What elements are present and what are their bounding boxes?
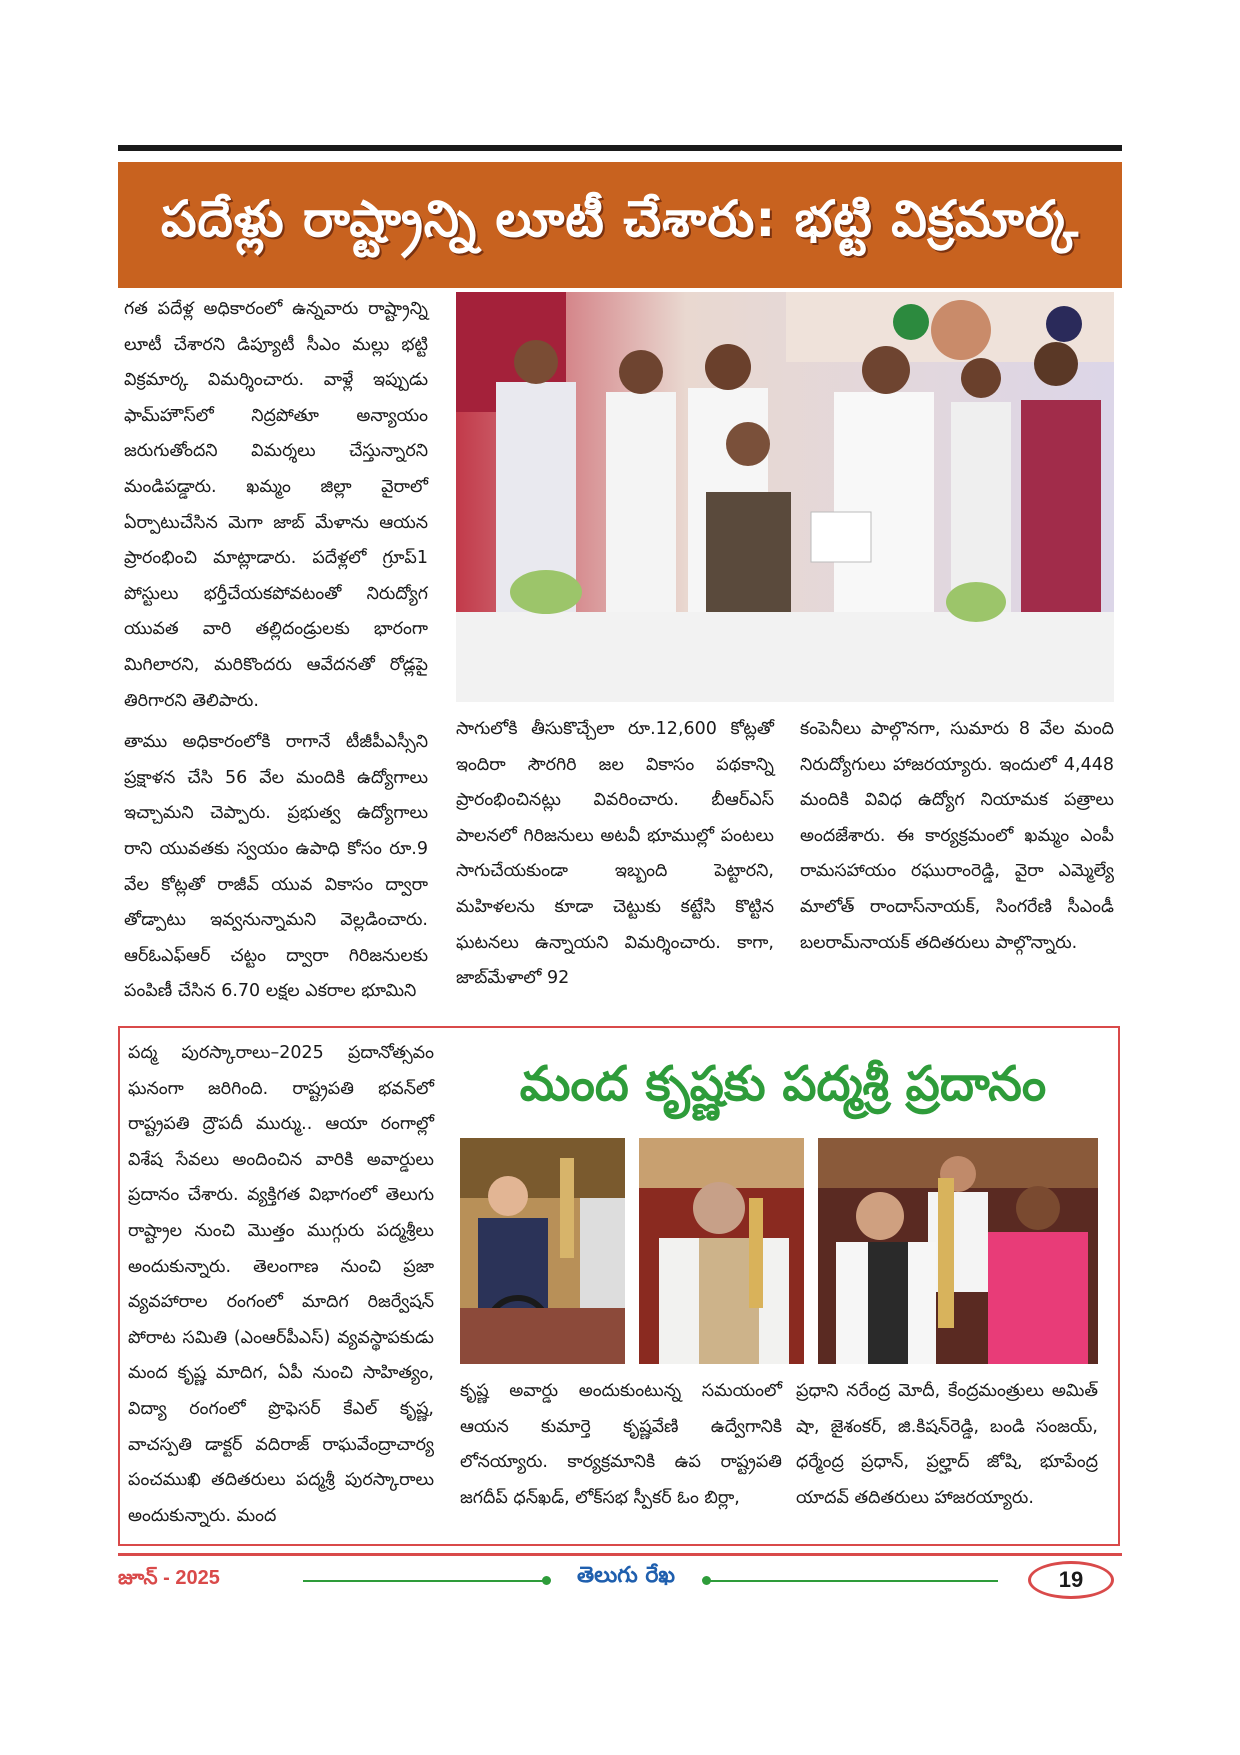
article2-col2-para: కృష్ణ అవార్డు అందుకుంటున్న సమయంలో ఆయన కుమార్తె కృష్ణవేణి ఉద్వేగానికి లోనయ్యారు. కార్యక్రమానికి ఉప రాష్ట్రపతి జగదీప్ ధన్‌ఖడ్, లోక్‌సభ స్పీకర్ ఓం బిర్లా, xyxy=(460,1381,782,1508)
article1-col1-para2: తాము అధికారంలోకి రాగానే టీజీపీఎస్సీని ప్రక్షాళన చేసి 56 వేల మందికి ఉద్యోగాలు ఇచ్చామని చెప్పారు. ప్రభుత్వ ఉద్యోగాలు రాని యువతకు స్వయం ఉపాధి కోసం రూ.9 వేల కోట్లతో రాజీవ్ యువ వికాసం ద్వారా తోడ్పాటు ఇవ్వనున్నామని వెల్లడించారు. ఆర్‌ఓఎఫ్‌ఆర్ చట్టం ద్వారా గిరిజనులకు పంపిణీ చేసిన 6.70 లక్షల ఎకరాల భూమిని xyxy=(124,732,428,1002)
page-footer xyxy=(118,1553,1122,1601)
footer-line-left xyxy=(303,1580,543,1582)
article2-col1 xyxy=(128,1036,434,1534)
article1-col2 xyxy=(456,712,774,997)
footer-date: జూన్ - 2025 xyxy=(118,1567,220,1589)
padma-photo-1-illustration xyxy=(460,1138,625,1364)
page-number: 19 xyxy=(1028,1561,1114,1599)
footer-line-right xyxy=(708,1580,998,1582)
article1-photo xyxy=(456,292,1114,702)
jobmela-photo-illustration xyxy=(456,292,1114,702)
article2-photo-1 xyxy=(460,1138,625,1364)
padma-photo-2-illustration xyxy=(639,1138,804,1364)
footer-rule xyxy=(118,1553,1122,1556)
footer-magazine-title: తెలుగు రేఖ xyxy=(576,1563,676,1588)
article1-col1 xyxy=(124,292,428,1010)
article2-photo-3 xyxy=(818,1138,1098,1364)
article2-photo-2 xyxy=(639,1138,804,1364)
article1-col1-para1: గత పదేళ్ల అధికారంలో ఉన్నవారు రాష్ట్రాన్ని లూటీ చేశారని డిప్యూటీ సీఎం మల్లు భట్టి విక్రమార్క విమర్శించారు. వాళ్లే ఇప్పుడు ఫామ్‌హౌస్‌లో నిద్రపోతూ అన్యాయం జరుగుతోందని విమర్శలు చేస్తున్నారని మండిపడ్డారు. ఖమ్మం జిల్లా వైరాలో ఏర్పాటుచేసిన మెగా జాబ్ మేళాను ఆయన ప్రారంభించి మాట్లాడారు. పదేళ్లలో గ్రూప్‌1 పోస్టులు భర్తీచేయకపోవటంతో నిరుద్యోగ యువత వారి తల్లిదండ్రులకు భారంగా మిగిలారని, మరికొందరు ఆవేదనతో రోడ్లపై తిరిగారని తెలిపారు. xyxy=(124,299,428,711)
article2-col1-para: పద్మ పురస్కారాలు–2025 ప్రదానోత్సవం ఘనంగా జరిగింది. రాష్ట్రపతి భవన్‌లో రాష్ట్రపతి ద్రౌపదీ ముర్ము.. ఆయా రంగాల్లో విశేష సేవలు అందించిన వారికి అవార్డులు ప్రదానం చేశారు. వ్యక్తిగత విభాగంలో తెలుగు రాష్ట్రాల నుంచి మొత్తం ముగ్గురు పద్మశ్రీలు అందుకున్నారు. తెలంగాణ నుంచి ప్రజా వ్యవహారాల రంగంలో మాదిగ రిజర్వేషన్ పోరాట సమితి (ఎంఆర్‌పీఎస్) వ్యవస్థాపకుడు మంద కృష్ణ మాదిగ, ఏపీ నుంచి సాహిత్యం, విద్యా రంగంలో ప్రొఫెసర్ కేఎల్ కృష్ణ, వాచస్పతి డాక్టర్ వదిరాజ్ రాఘవేంద్రాచార్య పంచముఖి తదితరులు పద్మశ్రీ పురస్కారాలు అందుకున్నారు. మంద xyxy=(128,1043,434,1526)
article1-col3 xyxy=(800,712,1114,961)
article1-headline: పదేళ్లు రాష్ట్రాన్ని లూటీ చేశారు: భట్టి విక్రమార్క xyxy=(160,189,1080,248)
article2-col3-para: ప్రధాని నరేంద్ర మోదీ, కేంద్రమంత్రులు అమిత్ షా, జైశంకర్, జి.కిషన్‌రెడ్డి, బండి సంజయ్, ధర్మేంద్ర ప్రధాన్, ప్రల్హాద్ జోషి, భూపేంద్ర యాదవ్ తదితరులు హాజరయ్యారు. xyxy=(796,1381,1098,1508)
article2-headline: మంద కృష్ణకు పద్మశ్రీ ప్రదానం xyxy=(519,1056,1047,1112)
padma-photo-3-illustration xyxy=(818,1138,1098,1364)
article1-col2-para: సాగులోకి తీసుకొచ్చేలా రూ.12,600 కోట్లతో ఇందిరా సౌరగిరి జల వికాసం పథకాన్ని ప్రారంభించినట్లు వివరించారు. బీఆర్ఎస్ పాలనలో గిరిజనులు అటవీ భూముల్లో పంటలు సాగుచేయకుండా ఇబ్బంది పెట్టారని, మహిళలను కూడా చెట్టుకు కట్టేసి కొట్టిన ఘటనలు ఉన్నాయని విమర్శించారు. కాగా, జాబ్‌మేళాలో 92 xyxy=(456,719,774,989)
article2-col2 xyxy=(460,1374,782,1516)
top-rule xyxy=(118,145,1122,151)
article2-col3 xyxy=(796,1374,1098,1516)
headline-bar xyxy=(118,162,1122,288)
article1-col3-para: కంపెనీలు పాల్గొనగా, సుమారు 8 వేల మంది నిరుద్యోగులు హాజరయ్యారు. ఇందులో 4,448 మందికి వివిధ ఉద్యోగ నియామక పత్రాలు అందజేశారు. ఈ కార్యక్రమంలో ఖమ్మం ఎంపీ రామసహాయం రఘురాంరెడ్డి, వైరా ఎమ్మెల్యే మాలోత్ రాందాస్‌నాయక్, సింగరేణి సీఎండీ బలరామ్‌నాయక్ తదితరులు పాల్గొన్నారు. xyxy=(800,719,1114,953)
